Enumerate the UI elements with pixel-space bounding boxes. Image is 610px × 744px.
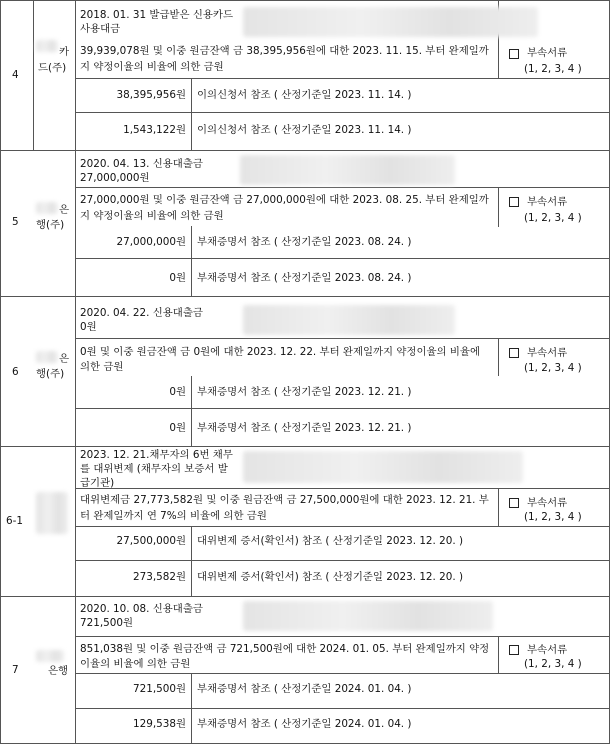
redacted-name — [36, 202, 58, 214]
claim-detail: 0원 — [80, 321, 97, 333]
redacted-detail — [243, 305, 455, 335]
sep-r7-detail — [75, 636, 610, 637]
redacted-name — [36, 650, 64, 662]
claim-calculation: 39,939,078원 및 이중 원금잔액 금 38,395,956원에 대한 2023. 11. 15. 부터 완제일까 — [80, 45, 489, 57]
creditor-name: 카 — [59, 46, 70, 58]
attachment-checkbox[interactable] — [509, 348, 519, 358]
divider-attach-row5 — [498, 187, 499, 227]
creditor-name: 행(주) — [36, 368, 65, 380]
claim-calculation: 0원 및 이중 원금잔액 금 0원에 대한 2023. 12. 22. 부터 완제일까지 약정이율의 비율에 — [80, 346, 480, 358]
claim-calculation: 대위변제금 27,773,582원 및 이중 원금잔액 금 27,500,000원에 대한 2023. 12. 21. 부 — [80, 494, 489, 506]
amount-reference: 부채증명서 참조 ( 산정기준일 2023. 12. 21. ) — [197, 386, 412, 398]
row-separator-6-6-1 — [0, 446, 610, 447]
redacted-name — [36, 492, 68, 534]
amount-reference: 부채증명서 참조 ( 산정기준일 2024. 01. 04. ) — [197, 683, 412, 695]
creditor-name: 행(주) — [36, 219, 65, 231]
divider-attach-row6 — [498, 338, 499, 376]
claim-calculation: 지 약정이율의 비율에 의한 금원 — [80, 61, 224, 73]
amount-value: 27,500,000원 — [116, 535, 186, 547]
sep-r6-1-calc — [75, 526, 610, 527]
amount-reference: 이의신청서 참조 ( 산정기준일 2023. 11. 14. ) — [197, 89, 412, 101]
claim-detail: 를 대위변제 (채무자의 보증서 발 — [80, 463, 228, 475]
creditor-name: 은행 — [48, 665, 69, 677]
attachment-label: 부속서류 — [527, 644, 568, 656]
sep-r7-calc — [75, 673, 610, 674]
divider-amount-row6-1 — [191, 526, 192, 596]
attachment-label: 부속서류 — [527, 497, 568, 509]
amount-value: 0원 — [169, 422, 186, 434]
claim-detail: 2023. 12. 21.채무자의 6번 채무 — [80, 449, 233, 461]
claim-detail: 2018. 01. 31 발급받은 신용카드 — [80, 9, 234, 21]
amount-value: 273,582원 — [132, 571, 186, 583]
sep-r7-amt — [75, 708, 610, 709]
divider-amount-row4 — [191, 78, 192, 150]
claim-calculation: 지 약정이율의 비율에 의한 금원 — [80, 210, 224, 222]
redacted-detail — [243, 7, 538, 37]
table-border-left — [0, 0, 1, 744]
sep-r6-amt — [75, 408, 610, 409]
sep-r4-calc — [75, 78, 610, 79]
claim-detail: 2020. 04. 22. 신용대출금 — [80, 307, 203, 319]
attachment-checkbox[interactable] — [509, 197, 519, 207]
divider-amount-row6 — [191, 376, 192, 446]
redacted-name — [36, 40, 58, 52]
creditor-name: 드(주) — [38, 62, 67, 74]
claim-detail: 2020. 10. 08. 신용대출금 — [80, 603, 203, 615]
row-number: 6-1 — [6, 515, 23, 527]
claim-detail: 721,500원 — [80, 617, 134, 629]
sep-r5-detail — [75, 187, 610, 188]
amount-value: 0원 — [169, 272, 186, 284]
divider-col-creditor — [33, 0, 34, 150]
claim-calculation: 27,000,000원 및 이중 원금잔액 금 27,000,000원에 대한 2023. 08. 25. 부터 완제일까 — [80, 194, 489, 206]
sep-r6-detail — [75, 338, 610, 339]
amount-reference: 부채증명서 참조 ( 산정기준일 2024. 01. 04. ) — [197, 718, 412, 730]
attachment-numbers: (1, 2, 3, 4 ) — [524, 362, 582, 374]
attachment-label: 부속서류 — [527, 196, 568, 208]
sep-r6-1-detail — [75, 488, 610, 489]
amount-value: 0원 — [169, 386, 186, 398]
row-number: 5 — [12, 216, 19, 228]
row-separator-4-5 — [0, 150, 610, 151]
sep-r4-amt — [75, 112, 610, 113]
redacted-detail — [240, 155, 455, 185]
amount-reference: 부채증명서 참조 ( 산정기준일 2023. 08. 24. ) — [197, 272, 412, 284]
sep-r6-1-amt — [75, 560, 610, 561]
amount-value: 27,000,000원 — [116, 236, 186, 248]
claim-calculation: 터 완제일까지 연 7%의 비율에 의한 금원 — [80, 510, 267, 522]
redacted-detail — [243, 451, 523, 483]
attachment-label: 부속서류 — [527, 347, 568, 359]
divider-attach-row7 — [498, 636, 499, 673]
creditor-name: 은 — [59, 353, 70, 365]
attachment-checkbox[interactable] — [509, 498, 519, 508]
attachment-numbers: (1, 2, 3, 4 ) — [524, 63, 582, 75]
amount-reference: 부채증명서 참조 ( 산정기준일 2023. 08. 24. ) — [197, 236, 412, 248]
attachment-checkbox[interactable] — [509, 49, 519, 59]
row-number: 7 — [12, 664, 19, 676]
divider-amount-row5 — [191, 226, 192, 296]
amount-value: 129,538원 — [132, 718, 186, 730]
redacted-name — [36, 351, 58, 363]
attachment-numbers: (1, 2, 3, 4 ) — [524, 511, 582, 523]
amount-reference: 대위변제 증서(확인서) 참조 ( 산정기준일 2023. 12. 20. ) — [197, 571, 464, 583]
row-number: 4 — [12, 69, 19, 81]
claim-calculation: 이율의 비율에 의한 금원 — [80, 658, 191, 670]
amount-reference: 부채증명서 참조 ( 산정기준일 2023. 12. 21. ) — [197, 422, 412, 434]
amount-reference: 이의신청서 참조 ( 산정기준일 2023. 11. 14. ) — [197, 124, 412, 136]
row-number: 6 — [12, 366, 19, 378]
row-separator-5-6 — [0, 296, 610, 297]
claim-detail: 사용대금 — [80, 23, 121, 35]
redacted-detail — [243, 601, 493, 631]
claim-detail: 2020. 04. 13. 신용대출금 — [80, 158, 203, 170]
amount-reference: 대위변제 증서(확인서) 참조 ( 산정기준일 2023. 12. 20. ) — [197, 535, 464, 547]
attachment-numbers: (1, 2, 3, 4 ) — [524, 212, 582, 224]
attachment-label: 부속서류 — [527, 47, 568, 59]
attachment-numbers: (1, 2, 3, 4 ) — [524, 658, 582, 670]
row-separator-6-1-7 — [0, 596, 610, 597]
claim-detail: 급기관) — [80, 477, 115, 489]
amount-value: 1,543,122원 — [123, 124, 186, 136]
table-border-top — [0, 0, 610, 1]
creditor-name: 은 — [59, 204, 70, 216]
divider-attach-row6-1 — [498, 488, 499, 526]
claim-calculation: 의한 금원 — [80, 361, 124, 373]
claim-detail: 27,000,000원 — [80, 172, 150, 184]
sep-r5-amt — [75, 258, 610, 259]
amount-value: 721,500원 — [132, 683, 186, 695]
claim-calculation: 851,038원 및 이중 원금잔액 금 721,500원에 대한 2024. 01. 05. 부터 완제일까지 약정 — [80, 643, 490, 655]
amount-value: 38,395,956원 — [116, 89, 186, 101]
attachment-checkbox[interactable] — [509, 645, 519, 655]
